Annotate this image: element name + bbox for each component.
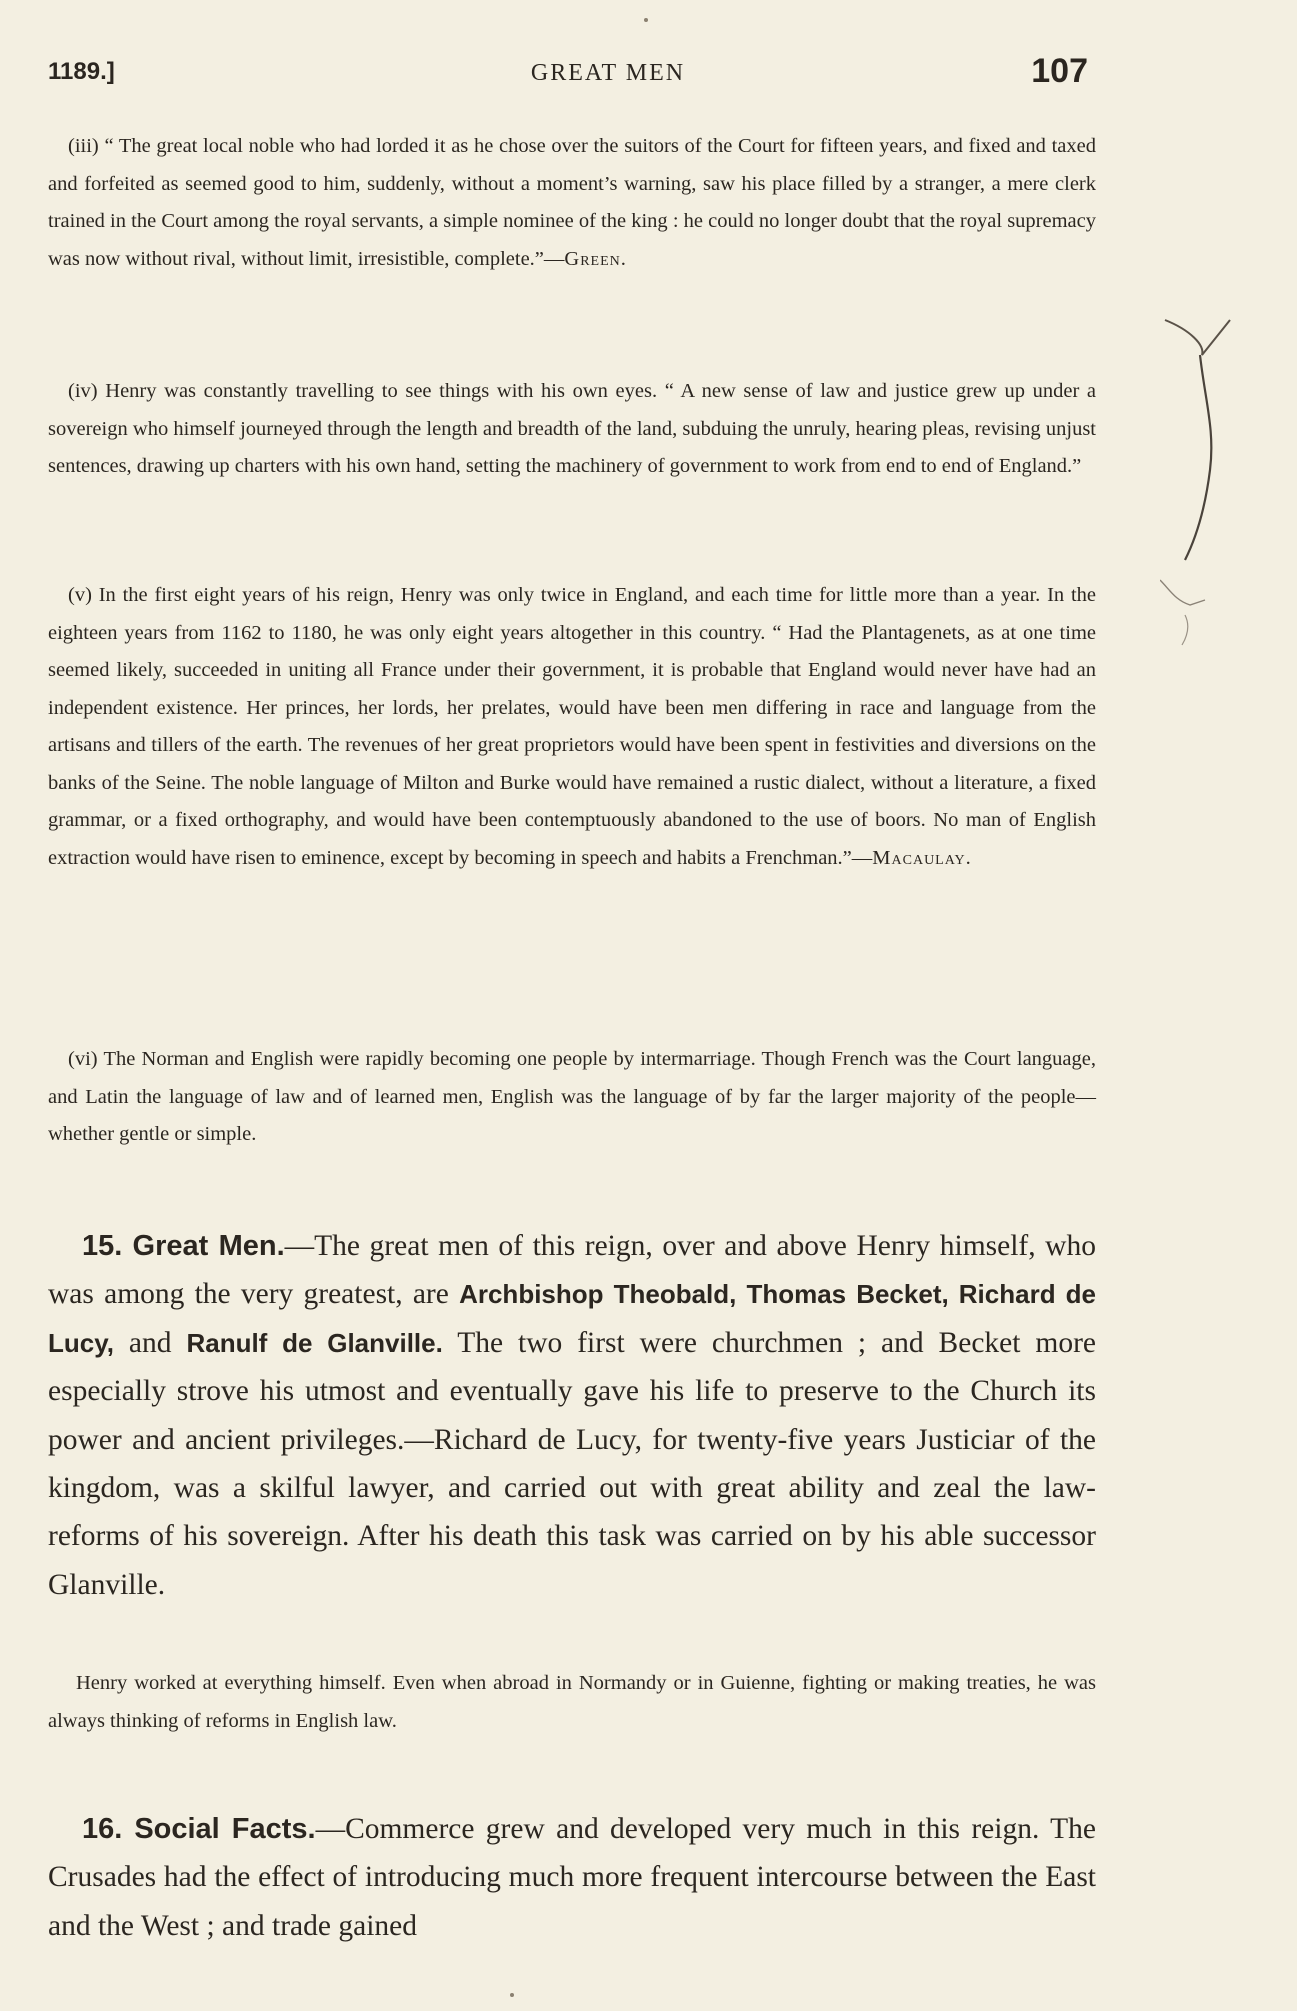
section-16-text: —Commerce grew and developed very much in this reign. The Crusades had the effect of introducing much more frequent intercourse between the East and the West ; and trade gained xyxy=(48,1813,1096,1942)
note-attribution: Macaulay. xyxy=(872,846,972,869)
page-number: 107 xyxy=(1031,52,1088,90)
note-vi xyxy=(48,1041,1096,1154)
section-15-paragraph xyxy=(48,1222,1096,1609)
section-15-note xyxy=(48,1665,1096,1740)
section-15-names-2: Ranulf de Glanville. xyxy=(186,1327,443,1358)
section-15-text-b: and xyxy=(113,1326,187,1359)
speck xyxy=(510,1993,514,1997)
section-15-text-a: —The great men of this reign, over and above Henry himself, who was among the very greatest, are xyxy=(48,1230,1096,1311)
note-text: “ The great local noble who had lorded it as he chose over the suitors of the Court for fifteen years, and fixed and taxed and forfeited as seemed good to him, suddenly, without a moment’s warning, saw his place filled by a stranger, a mere clerk trained in the Court among the royal servants, a simple nominee of the king : he could no longer doubt that the royal supremacy was now without rival, without limit, irresistible, complete.”— xyxy=(48,135,1096,270)
note-iv xyxy=(48,373,1096,486)
header-title: GREAT MEN xyxy=(530,60,686,86)
note-label: (v) xyxy=(68,584,92,606)
section-15-names-1: Archbishop Theobald, Thomas Becket, Richard de Lucy, xyxy=(48,1279,1096,1358)
note-label: (vi) xyxy=(68,1048,98,1070)
note-label: (iii) xyxy=(68,135,99,157)
note-iii xyxy=(48,128,1096,278)
note-v xyxy=(48,577,1096,877)
note-attribution: Green. xyxy=(564,247,627,270)
margin-pencil-mark xyxy=(1160,300,1270,660)
section-15-text-c: The two first were churchmen ; and Becket more especially strove his utmost and eventually gave his life to preserve to the Church its power and ancient privileges.—Richard de Lucy, for twenty-five years Justiciar of the kingdom, was a skilful lawyer, and carried out with great ability and zeal the law-reforms of his sovereign. After his death this task was carried on by his able successor Glanville. xyxy=(48,1326,1096,1601)
note-text: Henry was constantly travelling to see things with his own eyes. “ A new sense of law and justice grew up under a sovereign who himself journeyed through the length and breadth of the land, subduing the unruly, hearing pleas, revising unjust sentences, drawing up charters with his own hand, setting the machinery of government to work from end to end of England.” xyxy=(48,380,1097,477)
header-year: 1189.] xyxy=(48,58,115,85)
running-header xyxy=(48,48,1088,104)
section-16-heading: 16. Social Facts. xyxy=(82,1813,316,1845)
section-15-note-text: Henry worked at everything himself. Even when abroad in Normandy or in Guienne, fighting or making treaties, he was always thinking of reforms in English law. xyxy=(48,1672,1096,1732)
speck xyxy=(644,18,648,22)
section-15-heading: 15. Great Men. xyxy=(82,1230,285,1262)
note-text: In the first eight years of his reign, Henry was only twice in England, and each time for little more than a year. In the eighteen years from 1162 to 1180, he was only eight years altogether in this country. “ Had the Plantagenets, as at one time seemed likely, succeeded in uniting all France under their government, it is probable that England would never have had an independent existence. Her princes, her lords, her prelates, would have been men differing in race and language from the artisans and tillers of the earth. The revenues of her great proprietors would have been spent in festivities and diversions on the banks of the Seine. The noble language of Milton and Burke would have remained a rustic dialect, without a literature, a fixed grammar, or a fixed orthography, and would have been contemptuously abandoned to the use of boors. No man of English extraction would have risen to eminence, except by becoming in speech and habits a Frenchman.”— xyxy=(48,584,1097,869)
note-label: (iv) xyxy=(68,380,98,402)
section-16-paragraph xyxy=(48,1805,1096,1950)
note-text: The Norman and English were rapidly becoming one people by intermarriage. Though French was the Court language, and Latin the language of law and of learned men, English was the language of by far the larger majority of the people—whether gentle or simple. xyxy=(48,1048,1096,1145)
